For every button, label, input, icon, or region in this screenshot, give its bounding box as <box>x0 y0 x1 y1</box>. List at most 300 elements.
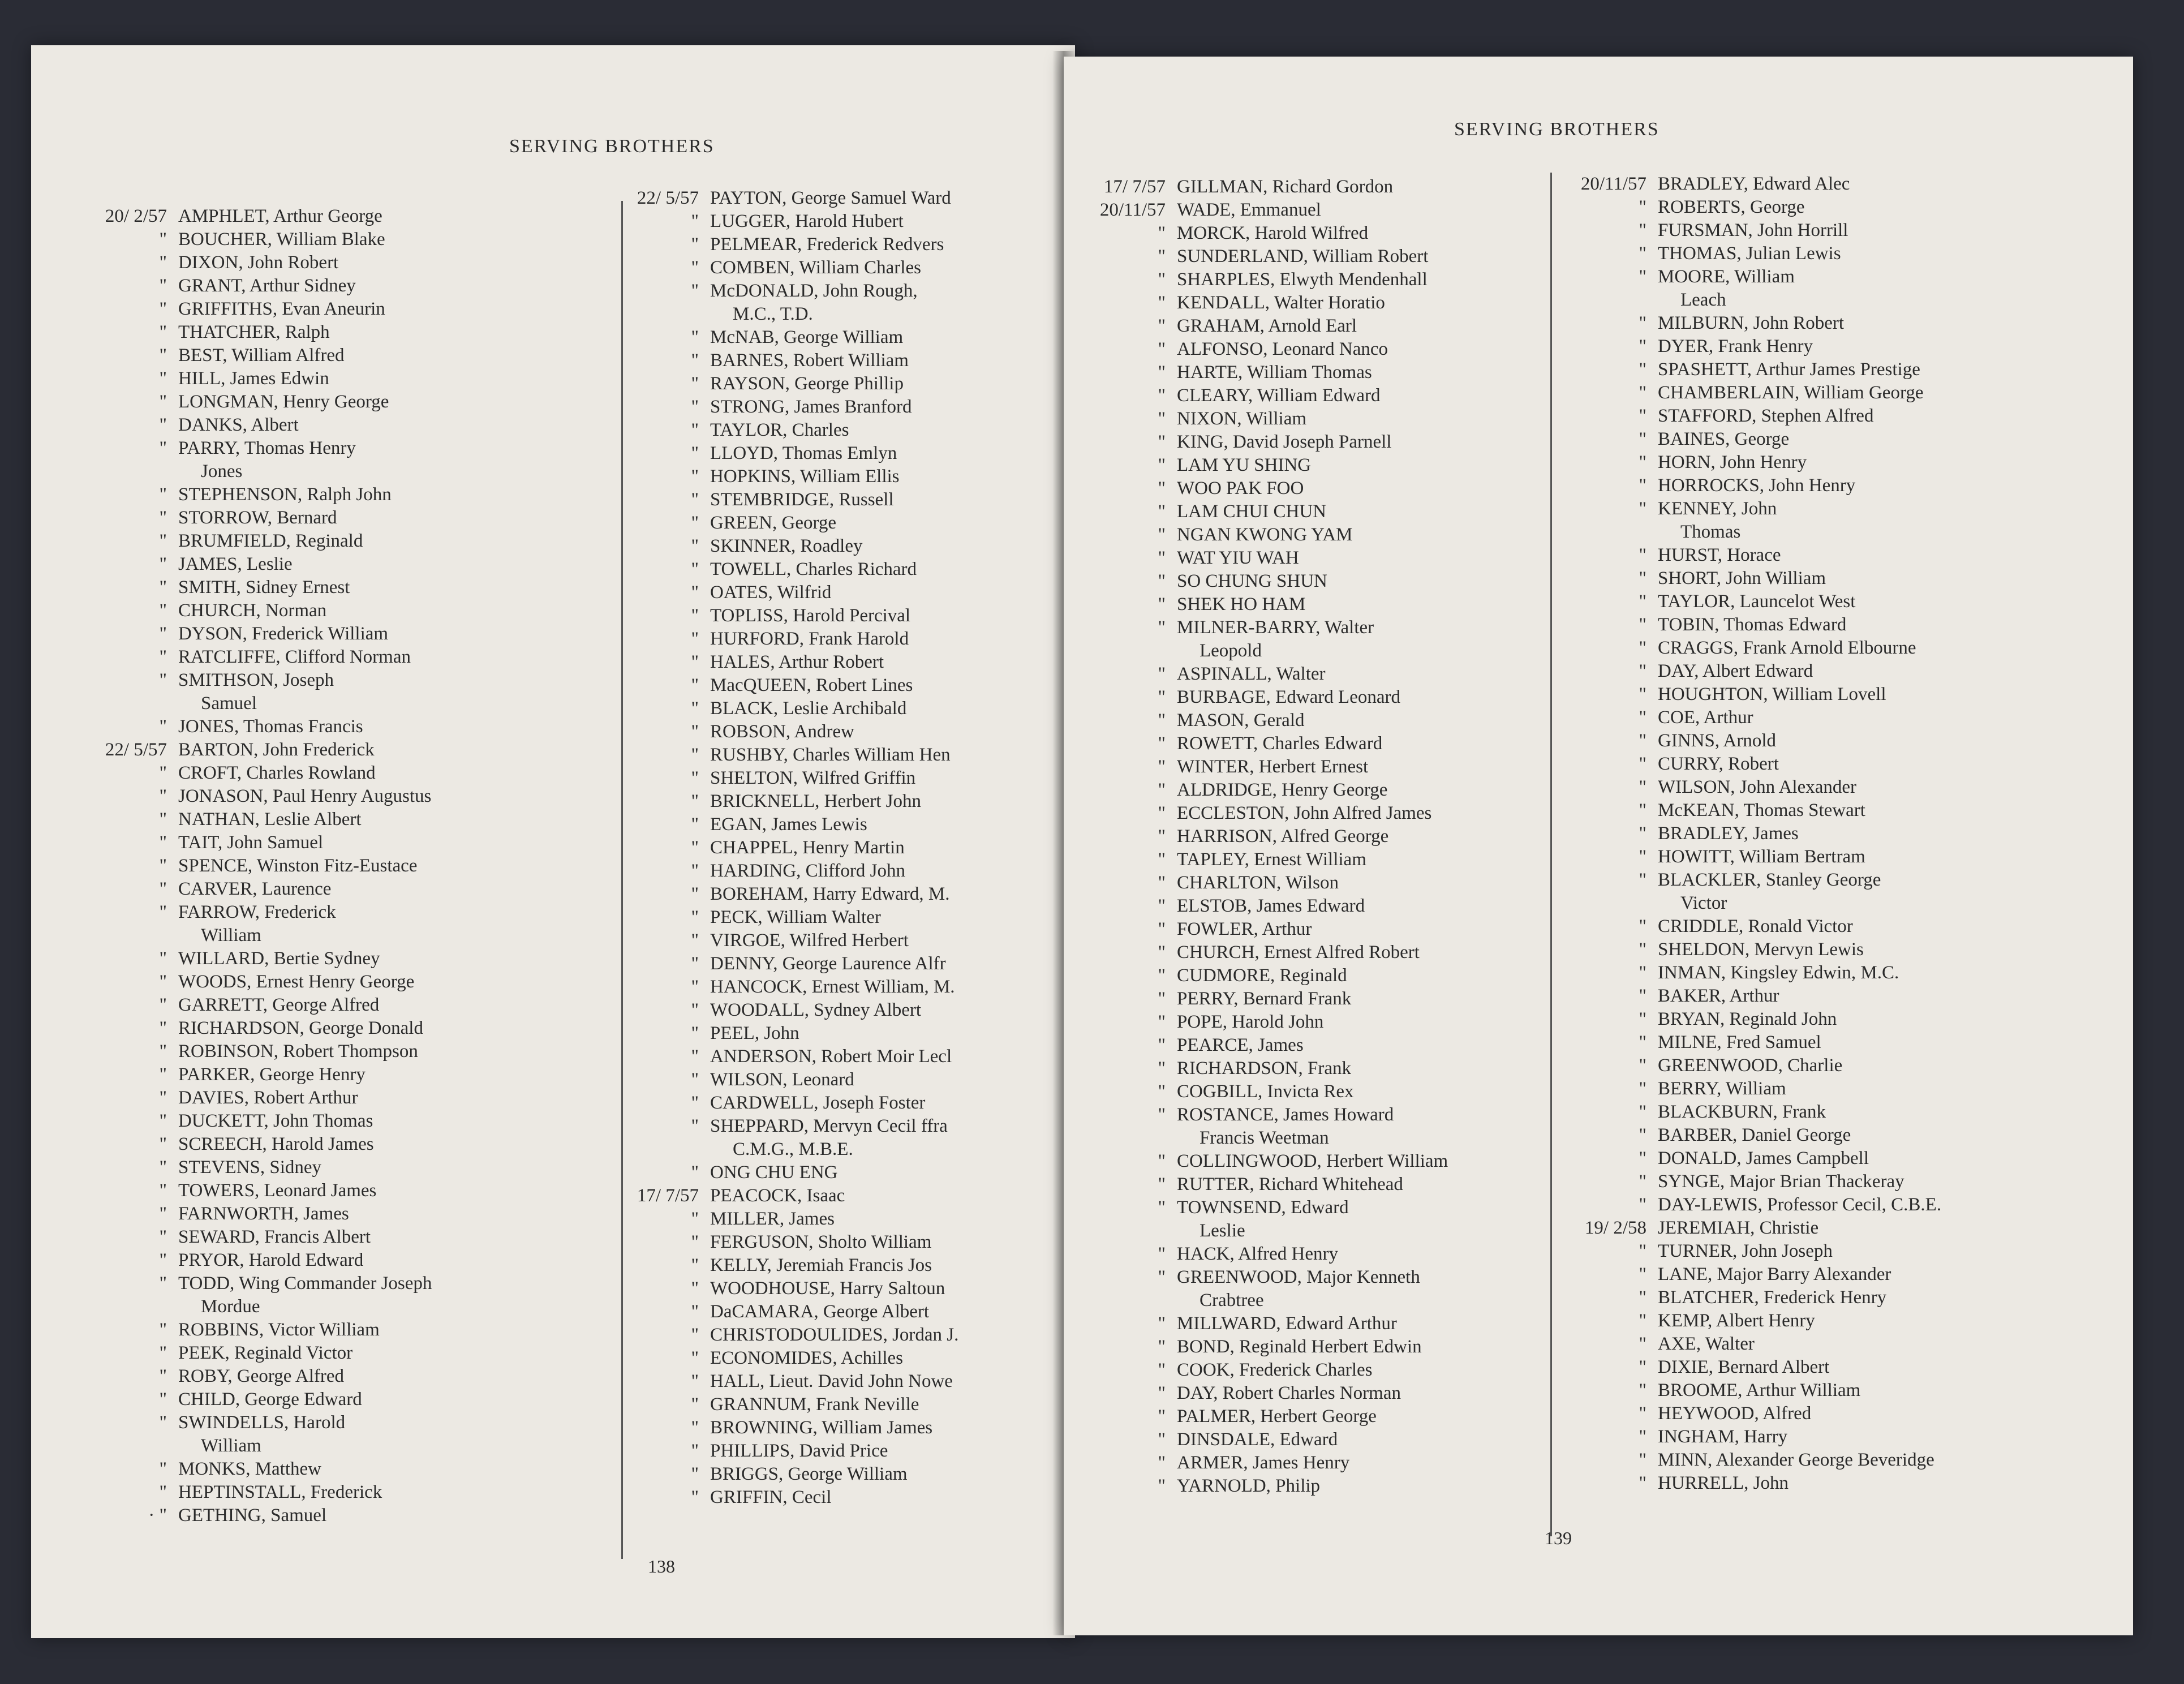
entry-name: DAY, Albert Edward <box>1658 661 1813 681</box>
roster-entry <box>1064 1057 1562 1080</box>
entry-name: McKEAN, Thomas Stewart <box>1658 800 1865 820</box>
entry-date: " <box>1639 1148 1646 1169</box>
entry-name: GRANT, Arthur Sidney <box>178 276 356 296</box>
roster-entry <box>586 581 1075 604</box>
roster-entry <box>1064 199 1562 222</box>
entry-name: THATCHER, Ralph <box>178 322 330 342</box>
roster-entry <box>54 1110 620 1133</box>
roster-entry <box>54 1272 620 1295</box>
roster-entry <box>586 1463 1075 1486</box>
entry-name: HURST, Horace <box>1658 545 1781 565</box>
entry-name: ROBY, George Alfred <box>178 1366 345 1386</box>
entry-date: " <box>1639 568 1646 588</box>
entry-name: CARDWELL, Joseph Foster <box>710 1093 926 1113</box>
entry-name: WILLARD, Bertie Sydney <box>178 948 380 969</box>
entry-name: WINTER, Herbert Ernest <box>1177 757 1369 777</box>
roster-entry <box>1064 1034 1562 1057</box>
entry-name: ONG CHU ENG <box>710 1162 838 1183</box>
entry-date: " <box>159 508 167 528</box>
entry-date: " <box>1639 707 1646 728</box>
entry-name: WAT YIU WAH <box>1177 548 1299 568</box>
entry-name: SO CHUNG SHUN <box>1177 571 1327 591</box>
roster-entry <box>1064 547 1562 570</box>
roster-entry <box>1533 1077 2127 1101</box>
entry-name: TODD, Wing Commander Joseph <box>178 1273 432 1294</box>
entry-date: " <box>1158 1383 1166 1403</box>
roster-entry <box>586 697 1075 720</box>
entry-date: " <box>1639 1450 1646 1470</box>
entry-date: " <box>1158 501 1166 522</box>
roster-entry <box>586 1486 1075 1509</box>
entry-name: GRAHAM, Arnold Earl <box>1177 316 1357 336</box>
roster-entry <box>586 976 1075 999</box>
entry-date: " <box>691 953 699 974</box>
roster-entry <box>54 1179 620 1202</box>
roster-entry <box>1533 1217 2127 1240</box>
entry-date: " <box>1158 1429 1166 1450</box>
roster-entry <box>1533 753 2127 776</box>
entry-date: " <box>1158 525 1166 545</box>
roster-entry <box>1064 1219 1562 1243</box>
roster-entry <box>54 1458 620 1481</box>
entry-name: KENNEY, John <box>1658 499 1777 519</box>
entry-name: Victor <box>1680 893 1727 913</box>
roster-entry <box>54 878 620 901</box>
roster-entry <box>586 1184 1075 1208</box>
entry-date: " <box>1639 545 1646 565</box>
entry-date: " <box>1158 617 1166 638</box>
entry-name: MILLER, James <box>710 1209 835 1229</box>
roster-entry <box>586 1393 1075 1416</box>
roster-entry <box>1533 497 2127 521</box>
roster-entry <box>54 553 620 576</box>
entry-name: ROBBINS, Victor William <box>178 1320 380 1340</box>
entry-date: " <box>159 229 167 250</box>
roster-entry <box>1533 242 2127 265</box>
entry-name: SEWARD, Francis Albert <box>178 1227 371 1247</box>
entry-date: " <box>1158 1058 1166 1079</box>
entry-name: GREENWOOD, Major Kenneth <box>1177 1267 1420 1287</box>
entry-date: " <box>1158 1453 1166 1473</box>
entry-date: " <box>1158 269 1166 290</box>
entry-date: " <box>691 1394 699 1415</box>
entry-name: MINN, Alexander George Beveridge <box>1658 1450 1934 1470</box>
entry-name: TAIT, John Samuel <box>178 832 324 853</box>
entry-date: " <box>159 1273 167 1294</box>
entry-date: " <box>691 675 699 695</box>
roster-entry <box>586 326 1075 349</box>
entry-name: GILLMAN, Richard Gordon <box>1177 177 1394 197</box>
entry-name: Mordue <box>201 1296 260 1317</box>
entry-date: 20/11/57 <box>1580 174 1646 194</box>
entry-date: " <box>1158 710 1166 731</box>
entry-name: HACK, Alfred Henry <box>1177 1244 1339 1264</box>
roster-entry <box>54 785 620 808</box>
entry-name: TAYLOR, Launcelot West <box>1658 591 1856 612</box>
roster-entry <box>1533 845 2127 869</box>
entry-name: ROSTANCE, James Howard <box>1177 1105 1394 1125</box>
entry-name: PARRY, Thomas Henry <box>178 438 356 458</box>
entry-name: DUCKETT, John Thomas <box>178 1111 373 1131</box>
entry-name: ROWETT, Charles Edward <box>1177 733 1383 754</box>
entry-date: " <box>1158 803 1166 823</box>
roster-entry <box>1533 1054 2127 1077</box>
entry-name: COLLINGWOOD, Herbert William <box>1177 1151 1448 1171</box>
entry-date: " <box>159 1064 167 1085</box>
entry-name: OATES, Wilfrid <box>710 582 832 603</box>
roster-entry <box>1064 1080 1562 1103</box>
entry-name: BLACKBURN, Frank <box>1658 1102 1826 1122</box>
roster-entry <box>1533 961 2127 985</box>
entry-name: AMPHLET, Arthur George <box>178 206 382 226</box>
entry-name: HOUGHTON, William Lovell <box>1658 684 1886 704</box>
entry-name: CHRISTODOULIDES, Jordan J. <box>710 1325 959 1345</box>
roster-entry <box>1064 1428 1562 1451</box>
entry-date: " <box>1158 409 1166 429</box>
roster-entry <box>1533 1193 2127 1217</box>
roster-entry <box>1533 1240 2127 1263</box>
entry-date: " <box>159 484 167 505</box>
entry-date: " <box>159 1088 167 1108</box>
roster-entry <box>1533 1333 2127 1356</box>
entry-date: " <box>159 1134 167 1154</box>
roster-entry <box>586 1092 1075 1115</box>
entry-name: JONES, Thomas Francis <box>178 716 363 737</box>
entry-date: " <box>691 814 699 835</box>
entry-date: " <box>159 577 167 598</box>
entry-name: WOO PAK FOO <box>1177 478 1304 499</box>
roster-entry <box>1533 335 2127 358</box>
roster-entry <box>54 1040 620 1063</box>
entry-name: HOPKINS, William Ellis <box>710 466 900 487</box>
entry-date: " <box>1158 1406 1166 1427</box>
entry-date: " <box>691 977 699 997</box>
entry-name: SUNDERLAND, William Robert <box>1177 246 1429 267</box>
entry-name: Jones <box>201 461 243 482</box>
roster-entry <box>586 233 1075 256</box>
roster-entry <box>586 280 1075 303</box>
entry-name: AXE, Walter <box>1658 1334 1755 1354</box>
page-number: 138 <box>648 1556 675 1576</box>
entry-date: " <box>159 809 167 830</box>
entry-date: " <box>1639 1079 1646 1099</box>
entry-date: " <box>1158 1151 1166 1171</box>
entry-name: MORCK, Harold Wilfred <box>1177 223 1369 243</box>
entry-name: PAYTON, George Samuel Ward <box>710 188 951 208</box>
roster-entry <box>586 836 1075 860</box>
roster-entry <box>1064 1243 1562 1266</box>
roster-entry <box>586 1347 1075 1370</box>
roster-entry <box>1533 1124 2127 1147</box>
entry-date: " <box>159 1389 167 1410</box>
entry-date: " <box>1158 919 1166 939</box>
roster-entry <box>54 1295 620 1318</box>
entry-date: " <box>159 832 167 853</box>
entry-date: " <box>1639 1334 1646 1354</box>
entry-date: " <box>1158 478 1166 499</box>
roster-entry <box>1533 985 2127 1008</box>
entry-date: " <box>1639 1380 1646 1401</box>
entry-name: ECCLESTON, John Alfred James <box>1177 803 1432 823</box>
roster-entry <box>1064 802 1562 825</box>
roster-entry <box>586 1231 1075 1254</box>
entry-name: BRIGGS, George William <box>710 1464 908 1484</box>
entry-date: " <box>1158 965 1166 986</box>
entry-name: McNAB, George William <box>710 327 904 347</box>
entry-name: MONKS, Matthew <box>178 1459 321 1479</box>
entry-name: WILSON, Leonard <box>710 1069 854 1090</box>
entry-date: 22/ 5/57 <box>105 740 167 760</box>
entry-name: SMITH, Sidney Ernest <box>178 577 350 598</box>
entry-name: KELLY, Jeremiah Francis Jos <box>710 1255 932 1275</box>
roster-entry <box>54 298 620 321</box>
roster-entry <box>54 1249 620 1272</box>
roster-entry <box>586 1254 1075 1277</box>
entry-date: " <box>691 1232 699 1252</box>
page-header: SERVING BROTHERS <box>509 136 715 157</box>
entry-date: " <box>691 1417 699 1438</box>
entry-date: " <box>1639 1287 1646 1308</box>
entry-date: " <box>691 1069 699 1090</box>
entry-date: " <box>1639 615 1646 635</box>
entry-name: DYSON, Frederick William <box>178 624 389 644</box>
entry-name: GRIFFIN, Cecil <box>710 1487 832 1507</box>
entry-date: " <box>691 536 699 556</box>
entry-name: SHORT, John William <box>1658 568 1826 588</box>
roster-entry <box>1064 222 1562 245</box>
roster-entry <box>54 762 620 785</box>
roster-entry <box>54 1342 620 1365</box>
entry-name: CHILD, George Edward <box>178 1389 362 1410</box>
entry-date: 20/11/57 <box>1099 200 1166 220</box>
roster-entry <box>1064 1335 1562 1359</box>
entry-name: HORN, John Henry <box>1658 452 1807 472</box>
entry-date: " <box>159 948 167 969</box>
entry-name: DaCAMARA, George Albert <box>710 1301 930 1322</box>
roster-entry <box>586 303 1075 326</box>
roster-entry <box>1533 521 2127 544</box>
entry-name: GRANNUM, Frank Neville <box>710 1394 919 1415</box>
entry-name: HALL, Lieut. David John Nowe <box>710 1371 953 1391</box>
entry-date: " <box>1639 336 1646 356</box>
entry-date: " <box>691 1325 699 1345</box>
entry-date: " <box>1158 664 1166 684</box>
roster-entry <box>54 1086 620 1110</box>
entry-date: " <box>159 554 167 574</box>
roster-entry <box>54 390 620 414</box>
roster-entry <box>54 1504 620 1527</box>
roster-entry <box>54 228 620 251</box>
entry-name: SHELTON, Wilfred Griffin <box>710 768 916 788</box>
roster-entry <box>1064 315 1562 338</box>
entry-name: PHILLIPS, David Price <box>710 1441 888 1461</box>
entry-name: SCREECH, Harold James <box>178 1134 374 1154</box>
entry-date: " <box>691 861 699 881</box>
entry-name: Leach <box>1680 290 1726 310</box>
entry-date: " <box>1158 223 1166 243</box>
entry-name: DIXON, John Robert <box>178 252 339 273</box>
entry-date: " <box>1639 429 1646 449</box>
entry-name: HURRELL, John <box>1658 1473 1789 1493</box>
roster-entry <box>1064 1382 1562 1405</box>
roster-entry <box>1064 663 1562 686</box>
entry-name: SHARPLES, Elwyth Mendenhall <box>1177 269 1428 290</box>
entry-date: " <box>1639 359 1646 380</box>
entry-name: CUDMORE, Reginald <box>1177 965 1347 986</box>
entry-date: " <box>691 907 699 927</box>
roster-entry <box>586 187 1075 210</box>
entry-date: 17/ 7/57 <box>637 1185 699 1206</box>
entry-date: " <box>691 397 699 417</box>
entry-date: " <box>159 786 167 806</box>
entry-name: FARNWORTH, James <box>178 1204 349 1224</box>
entry-name: DYER, Frank Henry <box>1658 336 1813 356</box>
roster-entry <box>1533 312 2127 335</box>
roster-entry <box>1533 1008 2127 1031</box>
entry-date: " <box>1158 826 1166 847</box>
roster-entry <box>54 854 620 878</box>
entry-date: " <box>1639 1264 1646 1285</box>
entry-date: " <box>691 1046 699 1067</box>
roster-entry <box>1533 938 2127 961</box>
entry-date: 22/ 5/57 <box>637 188 699 208</box>
entry-name: BRYAN, Reginald John <box>1658 1009 1837 1029</box>
entry-name: Samuel <box>201 693 257 714</box>
roster-entry <box>1064 407 1562 431</box>
roster-entry <box>1064 964 1562 987</box>
entry-name: PARKER, George Henry <box>178 1064 366 1085</box>
roster-entry <box>1064 1359 1562 1382</box>
roster-entry <box>586 883 1075 906</box>
entry-name: LANE, Major Barry Alexander <box>1658 1264 1891 1285</box>
entry-date: " <box>1639 220 1646 240</box>
entry-name: PEEK, Reginald Victor <box>178 1343 353 1363</box>
entry-date: " <box>159 670 167 690</box>
entry-date: " <box>1639 1311 1646 1331</box>
entry-name: MacQUEEN, Robert Lines <box>710 675 913 695</box>
roster-entry <box>54 901 620 924</box>
roster-entry <box>54 1133 620 1156</box>
entry-name: RATCLIFFE, Clifford Norman <box>178 647 411 667</box>
entry-name: TAYLOR, Charles <box>710 420 849 440</box>
entry-name: STEVENS, Sidney <box>178 1157 322 1178</box>
roster-entry <box>1064 1266 1562 1289</box>
roster-entry <box>586 558 1075 581</box>
entry-name: CRIDDLE, Ronald Victor <box>1658 916 1853 936</box>
roster-entry <box>1533 1263 2127 1286</box>
entry-date: " <box>159 902 167 922</box>
entry-column <box>1064 175 1562 1498</box>
entry-date: " <box>159 1482 167 1502</box>
entry-name: VIRGOE, Wilfred Herbert <box>710 930 909 951</box>
entry-name: JONASON, Paul Henry Augustus <box>178 786 432 806</box>
entry-name: WILSON, John Alexander <box>1658 777 1857 797</box>
entry-name: SPASHETT, Arthur James Prestige <box>1658 359 1920 380</box>
entry-date: " <box>691 513 699 533</box>
entry-date: " <box>159 1227 167 1247</box>
entry-column <box>54 205 620 1527</box>
entry-date: " <box>1158 1012 1166 1032</box>
entry-name: BURBAGE, Edward Leonard <box>1177 687 1401 707</box>
roster-entry <box>54 530 620 553</box>
entry-name: PRYOR, Harold Edward <box>178 1250 364 1270</box>
entry-date: " <box>1158 942 1166 963</box>
entry-name: THOMAS, Julian Lewis <box>1658 243 1841 264</box>
entry-name: Crabtree <box>1200 1290 1264 1311</box>
roster-entry <box>54 1365 620 1388</box>
entry-date: " <box>159 879 167 899</box>
entry-date: " <box>691 698 699 719</box>
entry-date: " <box>691 930 699 951</box>
roster-entry <box>1064 523 1562 547</box>
entry-date: " <box>1158 989 1166 1009</box>
entry-date: " <box>1639 1171 1646 1192</box>
entry-date: " <box>1158 733 1166 754</box>
entry-date: " <box>691 768 699 788</box>
entry-name: WOODHOUSE, Harry Saltoun <box>710 1278 945 1299</box>
entry-date: " <box>1639 684 1646 704</box>
entry-name: KEMP, Albert Henry <box>1658 1311 1815 1331</box>
entry-date: " <box>691 1278 699 1299</box>
entry-name: BRADLEY, James <box>1658 823 1799 844</box>
entry-date: " <box>1158 571 1166 591</box>
entry-name: INGHAM, Harry <box>1658 1427 1788 1447</box>
roster-entry <box>1533 358 2127 381</box>
entry-date: " <box>1639 1055 1646 1076</box>
entry-date: " <box>691 373 699 394</box>
roster-entry <box>1064 338 1562 361</box>
entry-name: ROBINSON, Robert Thompson <box>178 1041 418 1062</box>
roster-entry <box>586 1115 1075 1138</box>
entry-name: COGBILL, Invicta Rex <box>1177 1081 1354 1102</box>
roster-entry <box>1064 709 1562 732</box>
entry-name: TOPLISS, Harold Percival <box>710 605 911 626</box>
entry-date: " <box>1158 780 1166 800</box>
roster-entry <box>54 622 620 646</box>
entry-date: " <box>1158 849 1166 870</box>
roster-entry <box>586 929 1075 952</box>
entry-date: " <box>1639 1102 1646 1122</box>
entry-date: " <box>159 1250 167 1270</box>
entry-name: MILNER-BARRY, Walter <box>1177 617 1374 638</box>
roster-entry <box>586 952 1075 976</box>
entry-date: " <box>1158 896 1166 916</box>
roster-entry <box>1533 1309 2127 1333</box>
roster-entry <box>1533 1379 2127 1402</box>
entry-name: BLACK, Leslie Archibald <box>710 698 907 719</box>
roster-entry <box>586 674 1075 697</box>
entry-name: WADE, Emmanuel <box>1177 200 1321 220</box>
page-header: SERVING BROTHERS <box>1454 119 1660 140</box>
entry-date: " <box>691 1209 699 1229</box>
entry-date: " <box>159 299 167 319</box>
entry-date: " <box>691 1162 699 1183</box>
entry-name: NIXON, William <box>1177 409 1307 429</box>
entry-date: 19/ 2/58 <box>1584 1218 1646 1238</box>
entry-name: INMAN, Kingsley Edwin, M.C. <box>1658 963 1899 983</box>
entry-name: PEEL, John <box>710 1023 799 1043</box>
entry-name: HANCOCK, Ernest William, M. <box>710 977 955 997</box>
roster-entry <box>1533 196 2127 219</box>
roster-entry <box>1533 173 2127 196</box>
entry-name: BAKER, Arthur <box>1658 986 1779 1006</box>
entry-date: " <box>1158 1081 1166 1102</box>
entry-name: LONGMAN, Henry George <box>178 392 389 412</box>
entry-date: " <box>159 438 167 458</box>
roster-entry <box>54 414 620 437</box>
roster-entry <box>1533 776 2127 799</box>
entry-date: " <box>691 1116 699 1136</box>
